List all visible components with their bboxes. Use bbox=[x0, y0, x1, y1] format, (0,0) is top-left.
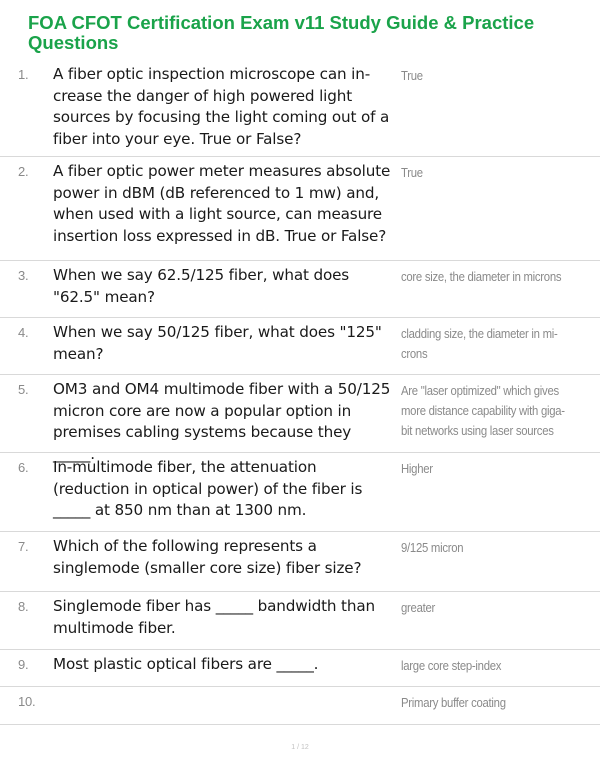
answer-text: Primary buffer coating bbox=[401, 696, 506, 710]
question-list bbox=[0, 60, 600, 725]
question-row bbox=[0, 532, 600, 592]
answer-text: 9/125 micron bbox=[401, 541, 464, 555]
question-text: A fiber optic inspection microscope can in-crease the danger of high powered light sources by focusing the light coming out of a fiber into your eye. True or False? bbox=[53, 65, 390, 148]
question-text: In-multimode fiber, the attenuation (reduction in optical power) of the fiber is _____ at 850 nm than at 1300 nm. bbox=[53, 458, 363, 519]
question-text: When we say 62.5/125 fiber, what does "62.5" mean? bbox=[53, 266, 350, 306]
answer-text: large core step-index bbox=[401, 659, 502, 673]
question-number: 3. bbox=[18, 268, 29, 283]
answer-text: greater bbox=[401, 601, 436, 615]
question-number: 4. bbox=[18, 325, 29, 340]
question-number: 1. bbox=[18, 67, 29, 82]
question-text: Which of the following represents a singlemode (smaller core size) fiber size? bbox=[53, 537, 362, 577]
question-text: When we say 50/125 fiber, what does "125" mean? bbox=[53, 323, 382, 363]
question-text: Singlemode fiber has _____ bandwidth than multimode fiber. bbox=[53, 597, 375, 637]
question-text: OM3 and OM4 multimode fiber with a 50/125 micron core are now a popular option in premises cabling systems because they _____. bbox=[53, 380, 391, 463]
question-row bbox=[0, 687, 600, 725]
question-number: 8. bbox=[18, 599, 29, 614]
question-number: 10. bbox=[18, 694, 36, 709]
question-text: A fiber optic power meter measures absolute power in dBM (dB referenced to 1 mw) and, when used with a light source, can measure insertion loss expressed in dB. True or False? bbox=[53, 162, 391, 245]
question-row bbox=[0, 375, 600, 463]
question-row bbox=[0, 650, 600, 687]
question-row bbox=[0, 157, 600, 261]
question-number: 6. bbox=[18, 460, 29, 475]
question-text: Most plastic optical fibers are _____. bbox=[53, 655, 319, 673]
question-row bbox=[0, 592, 600, 650]
answer-text: True bbox=[401, 166, 423, 180]
question-number: 9. bbox=[18, 657, 29, 672]
question-row bbox=[0, 318, 600, 375]
question-row bbox=[0, 60, 600, 157]
question-number: 5. bbox=[18, 382, 29, 397]
question-row bbox=[0, 261, 600, 318]
answer-text: core size, the diameter in microns bbox=[401, 270, 562, 284]
page-title: FOA CFOT Certification Exam v11 Study Guide & Practice Questions bbox=[28, 12, 535, 53]
answer-text: Higher bbox=[401, 462, 433, 476]
page-number: 1 / 12 bbox=[291, 744, 309, 751]
question-row bbox=[0, 453, 600, 532]
question-number: 7. bbox=[18, 539, 29, 554]
question-number: 2. bbox=[18, 164, 29, 179]
answer-text: Are "laser optimized" which gives more distance capability with giga-bit networks using laser sources bbox=[401, 384, 565, 438]
answer-text: cladding size, the diameter in mi-crons bbox=[401, 327, 558, 361]
answer-text: True bbox=[401, 69, 423, 83]
